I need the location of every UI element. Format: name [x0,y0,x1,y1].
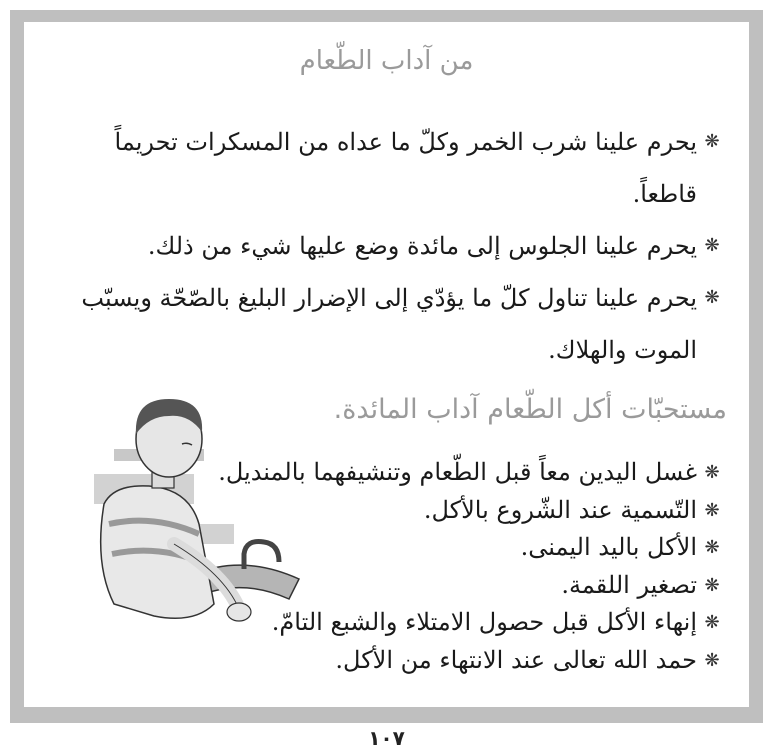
list-item [64,272,727,376]
list-item [144,454,727,492]
page-frame [10,10,763,723]
bullet-star-icon: ❋ [704,574,720,596]
list-item-text: يحرم علينا شرب الخمر وكلّ ما عداه من المسكرات تحريماً قاطعاً. [114,128,697,208]
list-item-text: حمد الله تعالى عند الانتهاء من الأكل. [335,645,697,674]
list-item [144,642,727,680]
bullet-star-icon: ❋ [704,287,720,308]
section-title-eating-manners: من آداب الطّعام [299,46,474,76]
list-item-text: إنهاء الأكل قبل حصول الامتلاء والشبع التامّ. [271,608,697,636]
bullet-star-icon: ❋ [704,537,720,558]
bullet-star-icon: ❋ [704,131,720,152]
list-item-text: تصغير اللقمة. [561,570,697,599]
list-item [64,220,727,272]
bullet-star-icon: ❋ [704,462,720,483]
list-item [144,567,727,605]
list-item-text: الأكل باليد اليمنى. [520,533,697,561]
list-item-text: غسل اليدين معاً قبل الطّعام وتنشيفهما بالمنديل. [218,458,697,486]
bullet-star-icon: ❋ [704,235,720,256]
list-item [144,604,727,642]
page-number: ١٠٧ [368,726,405,750]
content-panel [24,22,749,707]
recommended-manners-list [144,454,727,679]
list-item [144,529,727,567]
bullet-star-icon: ❋ [704,649,720,671]
prohibitions-list [64,116,727,376]
list-item-text: التّسمية عند الشّروع بالأكل. [423,495,697,524]
list-item [64,116,727,220]
list-item-text: يحرم علينا الجلوس إلى مائدة وضع عليها شيء من ذلك. [147,232,697,260]
list-item-text: يحرم علينا تناول كلّ ما يؤدّي إلى الإضرار البليغ بالصّحّة ويسبّب الموت والهلاك. [81,284,697,364]
section-title-table-manners: مستحبّات أكل الطّعام آداب المائدة. [333,394,727,425]
list-item [144,492,727,530]
bullet-star-icon: ❋ [704,499,720,521]
bullet-star-icon: ❋ [704,612,720,633]
